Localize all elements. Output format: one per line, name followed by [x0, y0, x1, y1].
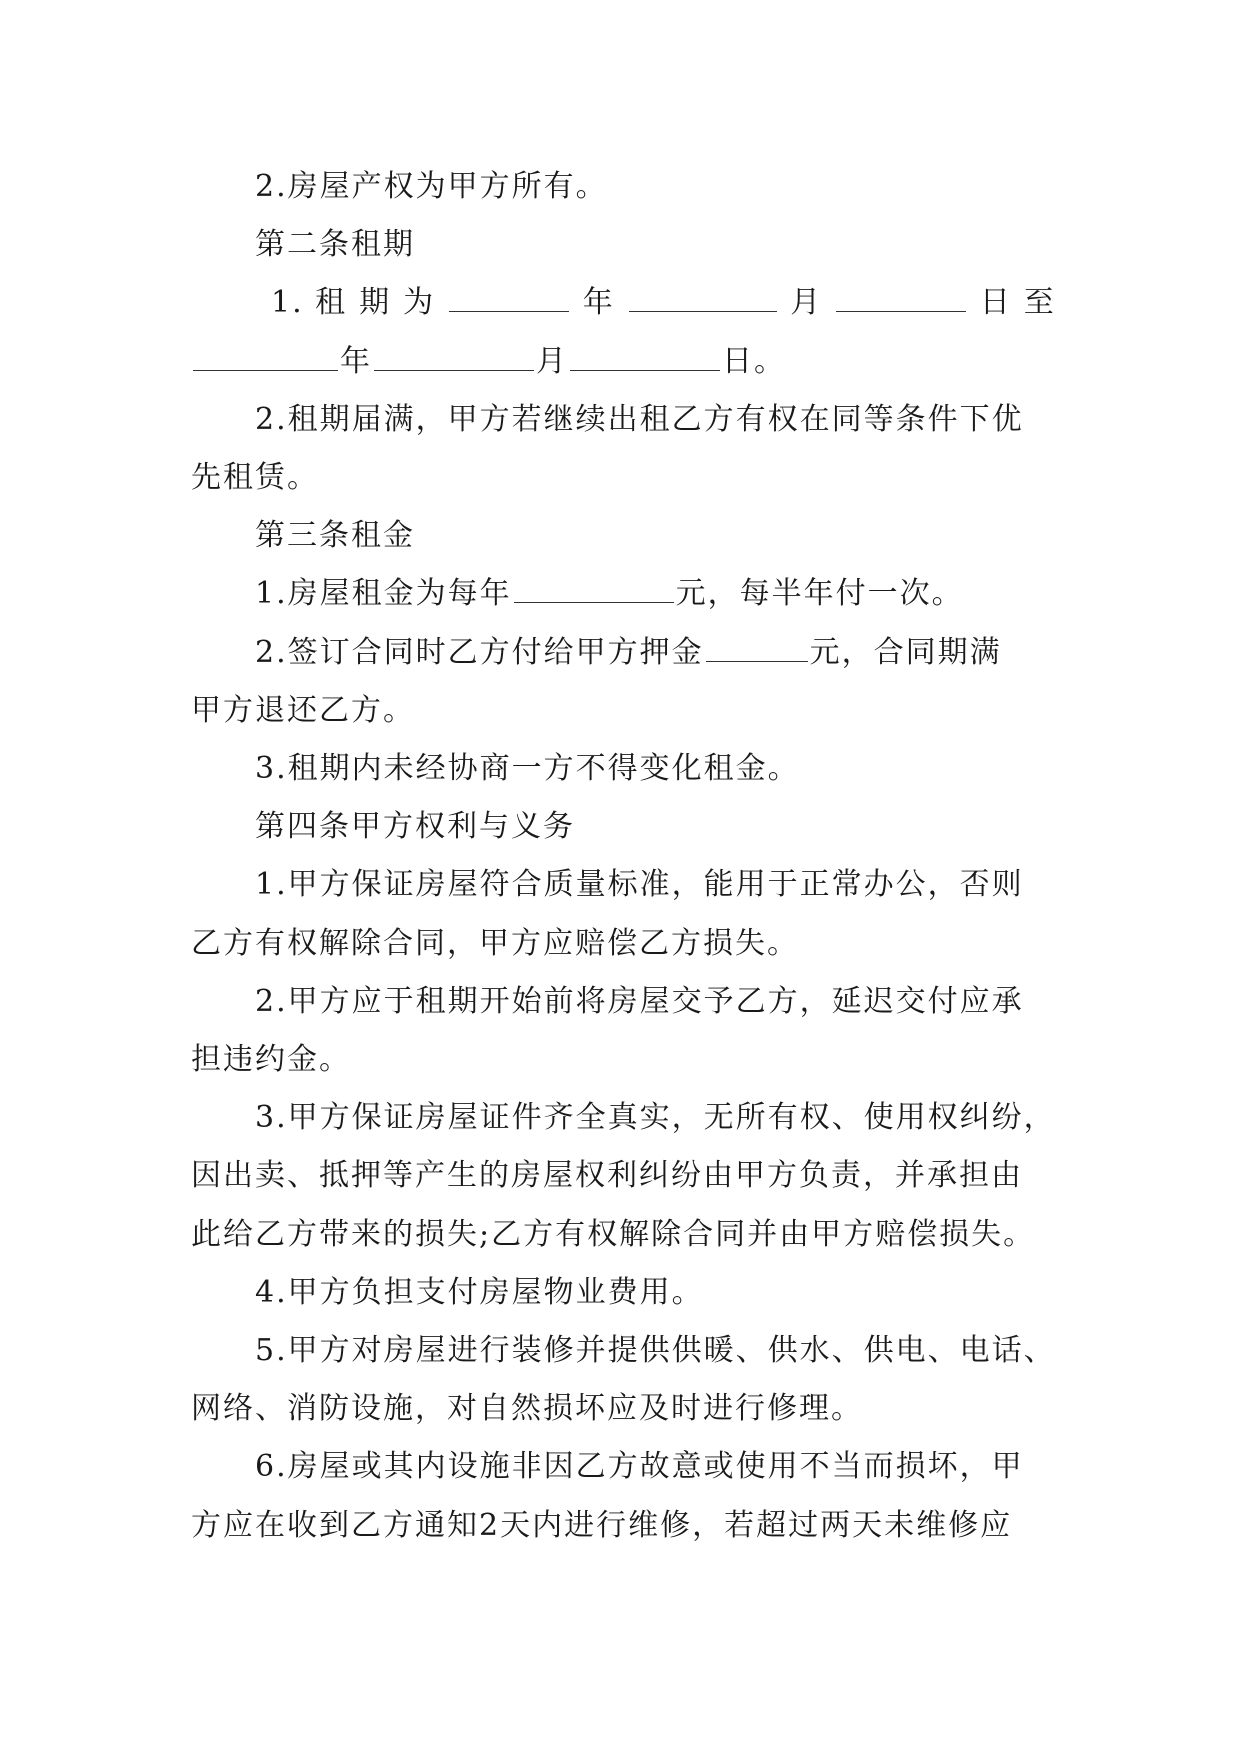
blank-line: [449, 285, 569, 312]
text-run: 日至: [979, 285, 1068, 321]
text-run: 1.房屋租金为每年: [255, 576, 512, 612]
blank-line: [374, 344, 534, 371]
text-run: 日。: [722, 343, 786, 379]
text-run: 元，每半年付一次。: [675, 576, 964, 612]
paragraph: [191, 274, 1068, 332]
text-run: 月: [790, 285, 835, 321]
paragraph: [191, 333, 1051, 391]
paragraph: 1.甲方保证房屋符合质量标准，能用于正常办公，否则: [255, 867, 1024, 903]
text-run: 年: [582, 285, 627, 321]
blank-line: [514, 576, 674, 603]
paragraph: 2.甲方应于租期开始前将房屋交予乙方，延迟交付应承: [255, 983, 1024, 1019]
paragraph: 6.房屋或其内设施非因乙方故意或使用不当而损坏，甲: [255, 1449, 1024, 1485]
section-heading: 第二条租期: [255, 227, 415, 263]
text-run: 年: [340, 343, 372, 379]
text-run: 租期为: [315, 285, 448, 321]
section-heading: 第四条甲方权利与义务: [255, 809, 575, 845]
paragraph: 因出卖、抵押等产生的房屋权利纠纷由甲方负责，并承担由: [191, 1158, 1023, 1194]
blank-line: [629, 285, 777, 312]
paragraph: 担违约金。: [191, 1042, 351, 1078]
paragraph: 5.甲方对房屋进行装修并提供供暖、供水、供电、电话、: [255, 1333, 1056, 1369]
section-heading: 第三条租金: [255, 518, 415, 554]
paragraph: 2.租期届满，甲方若继续出租乙方有权在同等条件下优: [255, 401, 1024, 437]
blank-line: [193, 344, 338, 371]
paragraph: 网络、消防设施，对自然损坏应及时进行修理。: [191, 1391, 863, 1427]
text-run: 元，合同期满: [809, 634, 1002, 670]
paragraph: 2.房屋产权为甲方所有。: [255, 169, 608, 204]
text-run: 2.签订合同时乙方付给甲方押金: [255, 634, 704, 670]
paragraph: 方应在收到乙方通知2天内进行维修，若超过两天未维修应: [191, 1507, 1013, 1543]
text-run: 月: [536, 343, 568, 379]
paragraph: 3.租期内未经协商一方不得变化租金。: [255, 751, 800, 787]
paragraph: 4.甲方负担支付房屋物业费用。: [255, 1274, 704, 1310]
paragraph: 此给乙方带来的损失;乙方有权解除合同并由甲方赔偿损失。: [191, 1216, 1036, 1252]
paragraph: 先租赁。: [191, 460, 319, 496]
blank-line: [570, 344, 720, 371]
paragraph: [191, 565, 1051, 623]
document-body: [191, 158, 1068, 1555]
paragraph: 3.甲方保证房屋证件齐全真实，无所有权、使用权纠纷，: [255, 1100, 1056, 1136]
paragraph: [191, 624, 1051, 682]
item-number: 1.: [271, 285, 304, 321]
paragraph: 甲方退还乙方。: [191, 692, 415, 728]
paragraph: 乙方有权解除合同，甲方应赔偿乙方损失。: [191, 925, 799, 961]
blank-line: [836, 285, 966, 312]
blank-line: [706, 635, 808, 662]
